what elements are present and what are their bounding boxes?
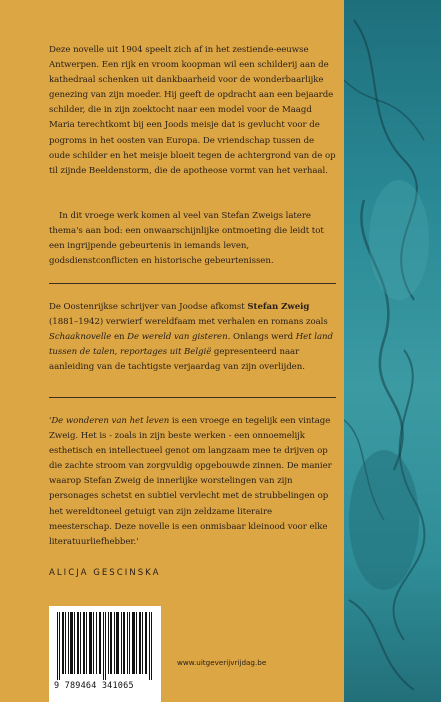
author-bio: De Oostenrijkse schrijver van Joodse afkomst Stefan Zweig (1881–1942) verwierf wereldfaam met verhalen en romans zoals Schaaknovelle en De wereld van gisteren. Onlangs werd Het land tussen de talen, reportages uit België gepresenteerd naar aanleiding van de tachtigste verjaardag van zijn overlijden.: [49, 302, 333, 373]
synopsis-paragraph-1: Deze novelle uit 1904 speelt zich af in het zestiende-eeuwse Antwerpen. Een rijk en vroom koopman wil een schilderij aan de kathedraal schenken uit dankbaarheid voor de wonderbaarlijke genezing van zijn moeder. Hij geeft de opdracht aan een bejaarde schilder, die in zijn zoektocht naar een model voor de Maagd Maria terechtkomt bij een Joods meisje dat is gevlucht voor de pogroms in het oosten van Europa. De vriendschap tussen de oude schilder en het meisje bloeit tegen de achtergrond van de op til zijnde Beeldenstorm, die de apotheose vormt van het verhaal.: [49, 45, 336, 176]
book-title-land-tussen-talen: Het land tussen de talen, reportages uit België: [49, 332, 333, 358]
cover-artwork: [344, 0, 441, 702]
publisher-website[interactable]: www.uitgeverijvrijdag.be: [177, 658, 267, 667]
divider-top: [49, 283, 336, 284]
book-title-schaaknovelle: Schaaknovelle: [49, 332, 112, 343]
synopsis-paragraph-2: In dit vroege werk komen al veel van Stefan Zweigs latere thema's aan bod: een onwaarschijnlijke ontmoeting die leidt tot een ingrijpende gebeurtenis in iemands leven, godsdienstconflicten en historische gebeurtenissen.: [49, 211, 324, 267]
book-title-wereld-van-gisteren: De wereld van gisteren: [127, 332, 228, 343]
quote-author: ALICJA GESCINSKA: [49, 568, 161, 578]
author-name: Stefan Zweig: [247, 302, 310, 312]
isbn-barcode: [49, 606, 161, 702]
quoted-book-title: De wonderen van het leven: [51, 416, 170, 426]
review-quote: 'De wonderen van het leven is een vroege en tegelijk een vintage Zweig. Het is - zoals in zijn beste werken - een onnoemelijk esthetisch en intellectueel genot om langzaam mee te drijven op die zachte stroom van zorgvuldig opgebouwde zinnen. De manier waarop Stefan Zweig de innerlijke worstelingen van zijn personages schetst en subtiel vervlecht met de strubbelingen op het wereldtoneel getuigt van zijn zeldzame literaire meesterschap. Deze novelle is een onmisbaar kleinood voor elke literatuurliefhebber.': [49, 416, 332, 547]
divider-bottom: [49, 397, 336, 398]
isbn-number: 9 789464 341065: [54, 681, 134, 691]
